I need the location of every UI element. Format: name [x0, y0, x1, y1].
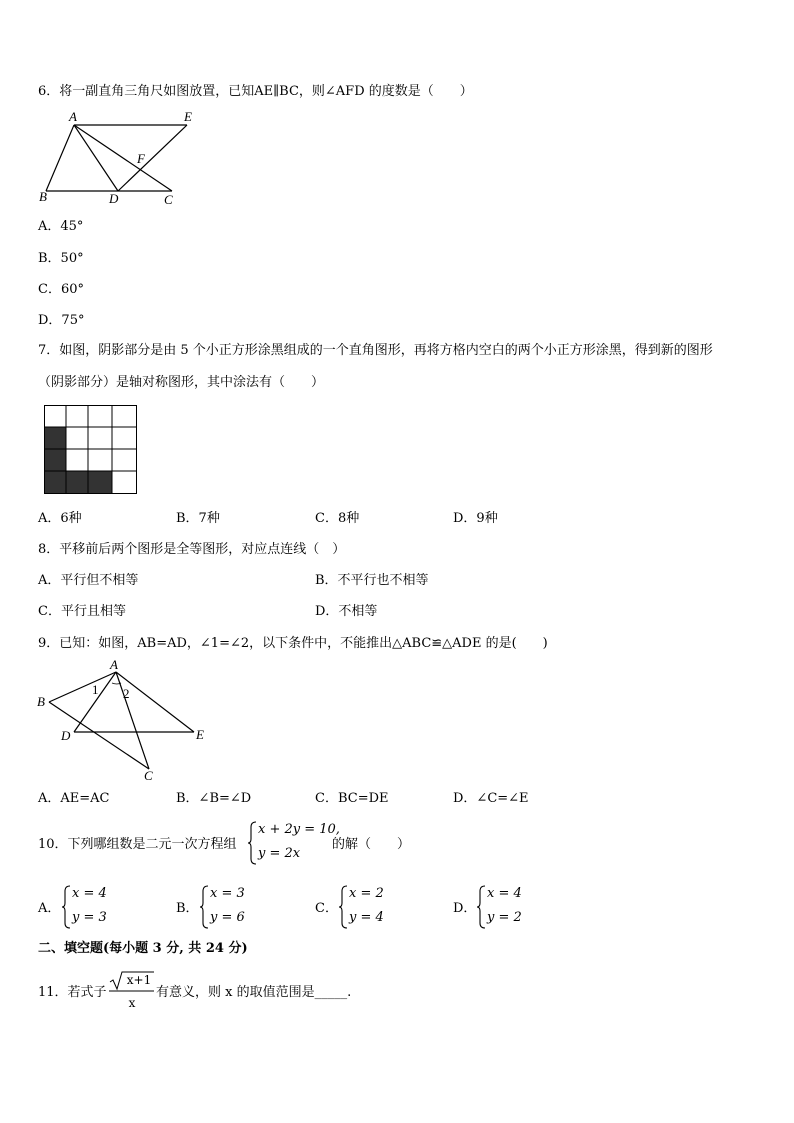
q10-stem-suffix: 的解（ ）: [332, 837, 411, 852]
q9-label-C: C: [144, 768, 153, 783]
q11-numerator: x+1: [126, 973, 152, 987]
q10-option-label: A．: [38, 901, 61, 916]
q6-label-C: C: [164, 192, 173, 207]
q7-option-b[interactable]: B．7种: [176, 511, 220, 526]
q7-shaded-cell: [44, 449, 66, 471]
q6-option-d[interactable]: D．75°: [38, 313, 85, 328]
q10-option-eq1: x = 2: [349, 886, 384, 901]
q9-stem: 9．已知：如图，AB=AD，∠1=∠2，以下条件中，不能推出△ABC≌△ADE 的是( ): [38, 636, 548, 651]
q6-figure: [36, 108, 206, 208]
q6-stem: 6．将一副直角三角尺如图放置，已知AE∥BC，则∠AFD 的度数是（ ）: [38, 84, 473, 99]
q9-option-b[interactable]: B．∠B=∠D: [176, 791, 252, 806]
q7-shaded-cell: [66, 471, 88, 493]
q9-option-d[interactable]: D．∠C=∠E: [453, 791, 529, 806]
q8-option-c[interactable]: C．平行且相等: [38, 604, 126, 619]
q7-shaded-cell: [88, 471, 112, 493]
q6-label-B: B: [39, 189, 47, 204]
q9-line-AC: [116, 672, 149, 769]
q6-option-c[interactable]: C．60°: [38, 282, 84, 297]
q7-grid: [44, 405, 138, 495]
q10-option-eq2: y = 3: [72, 910, 107, 925]
q10-option-brace: [62, 885, 72, 929]
q9-label-D: D: [61, 728, 71, 743]
q8-option-b[interactable]: B．不平行也不相等: [315, 573, 429, 588]
q6-line-AB: [46, 125, 74, 191]
q6-label-E: E: [184, 109, 192, 124]
q10-option-brace: [200, 885, 210, 929]
q10-stem-prefix: 10．下列哪组数是二元一次方程组: [38, 837, 237, 852]
q10-option-brace: [339, 885, 349, 929]
q11-prefix: 11．若式子: [38, 985, 107, 1000]
q10-system-brace: [248, 821, 258, 865]
q9-label-2: 2: [123, 686, 130, 701]
q9-option-a[interactable]: A．AE=AC: [38, 791, 110, 806]
q7-stem-line2: （阴影部分）是轴对称图形，其中涂法有（ ）: [38, 375, 325, 390]
q8-option-a[interactable]: A．平行但不相等: [38, 573, 139, 588]
q6-option-a[interactable]: A．45°: [38, 219, 84, 234]
q8-stem: 8．平移前后两个图形是全等图形，对应点连线（ ）: [38, 542, 346, 557]
q6-line-AC: [74, 125, 172, 191]
q11-suffix: 有意义，则 x 的取值范围是_____.: [156, 985, 352, 1000]
q8-option-d[interactable]: D．不相等: [315, 604, 378, 619]
q7-option-a[interactable]: A．6种: [38, 511, 82, 526]
q7-option-d[interactable]: D．9种: [453, 511, 498, 526]
q10-option-label: B．: [176, 901, 199, 916]
q10-system-eq2: y = 2x: [258, 846, 301, 861]
q10-option-label: C．: [315, 901, 338, 916]
q6-label-D: D: [109, 191, 119, 206]
q10-option-eq1: x = 4: [487, 886, 522, 901]
section-2-title: 二、填空题(每小题 3 分, 共 24 分): [38, 941, 248, 956]
q10-system-eq1: x + 2y = 10,: [258, 822, 340, 837]
q10-option-brace: [477, 885, 487, 929]
q10-option-eq2: y = 4: [349, 910, 384, 925]
q10-option-eq2: y = 6: [210, 910, 245, 925]
q9-line-AE: [116, 672, 194, 732]
q7-option-c[interactable]: C．8种: [315, 511, 360, 526]
q10-option-eq2: y = 2: [487, 910, 522, 925]
q9-label-B: B: [37, 694, 45, 709]
q9-label-1: 1: [92, 682, 99, 697]
q9-label-E: E: [196, 727, 204, 742]
q7-shaded-cell: [44, 427, 66, 449]
q6-label-A: A: [69, 109, 77, 124]
q6-option-b[interactable]: B．50°: [38, 251, 84, 266]
q9-option-c[interactable]: C．BC=DE: [315, 791, 389, 806]
q6-label-F: F: [137, 151, 145, 166]
q7-shaded-cell: [44, 471, 66, 493]
q9-label-A: A: [110, 657, 118, 672]
q10-option-eq1: x = 4: [72, 886, 107, 901]
q7-stem-line1: 7．如图，阴影部分是由 5 个小正方形涂黑组成的一个直角图形，再将方格内空白的两个小正方形涂黑，得到新的图形: [38, 343, 713, 358]
q10-option-eq1: x = 3: [210, 886, 245, 901]
q6-line-ED: [118, 125, 187, 191]
q6-line-AD: [74, 125, 118, 191]
q11-denominator: x: [128, 996, 136, 1010]
q9-figure: [34, 656, 214, 786]
q10-option-label: D．: [453, 901, 477, 916]
